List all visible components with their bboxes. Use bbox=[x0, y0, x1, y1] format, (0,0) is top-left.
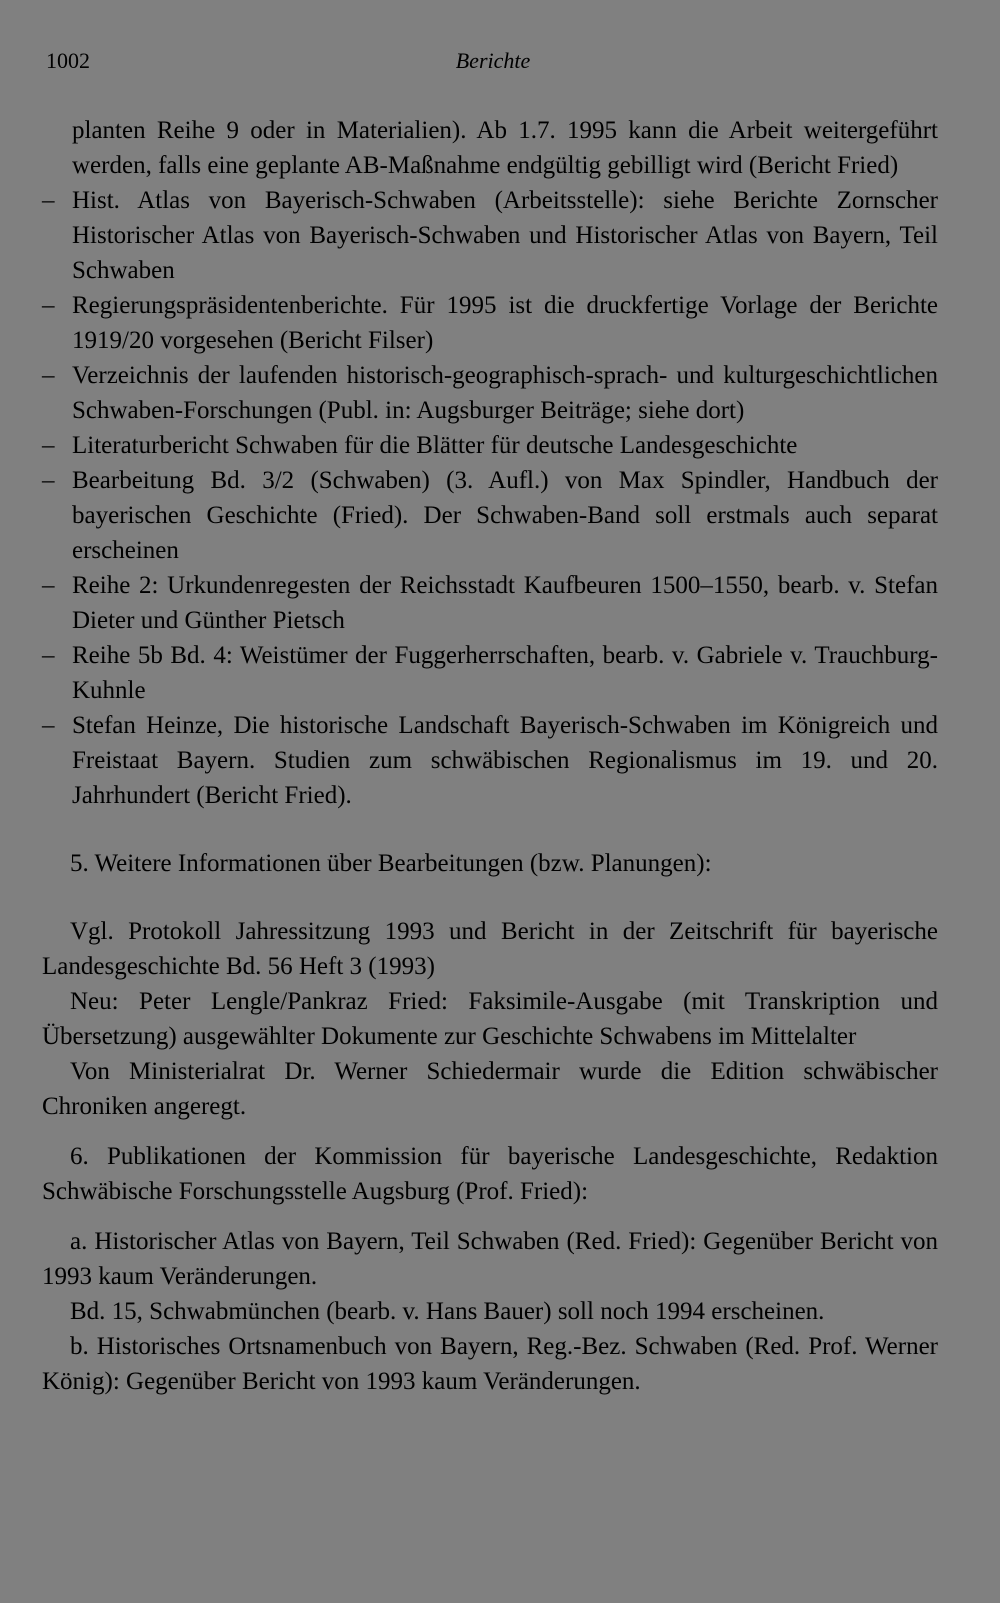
list-dash: – bbox=[42, 362, 55, 389]
list-item bbox=[42, 288, 938, 358]
list-dash: – bbox=[42, 572, 55, 599]
list-item bbox=[42, 638, 938, 708]
item-list bbox=[42, 183, 938, 813]
page-body bbox=[42, 113, 938, 1399]
list-item bbox=[42, 428, 938, 463]
section-6-paragraph: a. Historischer Atlas von Bayern, Teil Schwaben (Red. Fried): Gegenüber Bericht von 1993 kaum Veränderungen. bbox=[42, 1228, 938, 1290]
continuation-paragraph: planten Reihe 9 oder in Materialien). Ab 1.7. 1995 kann die Arbeit weitergeführt werden, falls eine geplante AB-Maßnahme endgültig gebilligt wird (Bericht Fried) bbox=[72, 117, 938, 179]
list-item-text: Regierungspräsidentenberichte. Für 1995 ist die druckfertige Vorlage der Berichte 1919/20 vorgesehen (Bericht Filser) bbox=[72, 292, 938, 354]
list-item-text: Bearbeitung Bd. 3/2 (Schwaben) (3. Aufl.) von Max Spindler, Handbuch der bayerischen Geschichte (Fried). Der Schwaben-Band soll erstmals auch separat erscheinen bbox=[72, 467, 938, 564]
list-item-text: Literaturbericht Schwaben für die Blätter für deutsche Landesgeschichte bbox=[72, 432, 798, 459]
list-item bbox=[42, 568, 938, 638]
list-dash: – bbox=[42, 432, 55, 459]
section-6-heading: 6. Publikationen der Kommission für bayerische Landesgeschichte, Redaktion Schwäbische Forschungsstelle Augsburg (Prof. Fried): bbox=[42, 1143, 938, 1205]
page-header bbox=[46, 48, 940, 82]
list-item-text: Reihe 5b Bd. 4: Weistümer der Fuggerherrschaften, bearb. v. Gabriele v. Trauchburg-Kuhnle bbox=[72, 642, 938, 704]
list-dash: – bbox=[42, 292, 55, 319]
list-item-text: Verzeichnis der laufenden historisch-geographisch-sprach- und kulturgeschichtlichen Schwaben-Forschungen (Publ. in: Augsburger Beiträge; siehe dort) bbox=[72, 362, 938, 424]
section-5-paragraph: Vgl. Protokoll Jahressitzung 1993 und Bericht in der Zeitschrift für bayerische Landesgeschichte Bd. 56 Heft 3 (1993) bbox=[42, 918, 938, 980]
list-item bbox=[42, 708, 938, 813]
section-5-paragraph: Neu: Peter Lengle/Pankraz Fried: Faksimile-Ausgabe (mit Transkription und Übersetzung) ausgewählter Dokumente zur Geschichte Schwabens im Mittelalter bbox=[42, 988, 938, 1050]
list-item-text: Hist. Atlas von Bayerisch-Schwaben (Arbeitsstelle): siehe Berichte Zornscher Historischer Atlas von Bayerisch-Schwaben und Historischer Atlas von Bayern, Teil Schwaben bbox=[72, 187, 938, 284]
section-6-paragraph: Bd. 15, Schwabmünchen (bearb. v. Hans Bauer) soll noch 1994 erscheinen. bbox=[70, 1298, 825, 1325]
list-item bbox=[42, 183, 938, 288]
list-dash: – bbox=[42, 642, 55, 669]
section-6-paragraph: b. Historisches Ortsnamenbuch von Bayern, Reg.-Bez. Schwaben (Red. Prof. Werner König): Gegenüber Bericht von 1993 kaum Veränderungen. bbox=[42, 1333, 938, 1395]
list-item bbox=[42, 358, 938, 428]
running-title: Berichte bbox=[455, 48, 531, 73]
list-dash: – bbox=[42, 712, 55, 739]
list-item-text: Stefan Heinze, Die historische Landschaft Bayerisch-Schwaben im Königreich und Freistaat Bayern. Studien zum schwäbischen Regionalismus im 19. und 20. Jahrhundert (Bericht Fried). bbox=[72, 712, 938, 809]
section-5-heading: 5. Weitere Informationen über Bearbeitungen (bzw. Planungen): bbox=[70, 850, 712, 877]
list-item-text: Reihe 2: Urkundenregesten der Reichsstadt Kaufbeuren 1500–1550, bearb. v. Stefan Dieter und Günther Pietsch bbox=[72, 572, 938, 634]
list-item bbox=[42, 463, 938, 568]
list-dash: – bbox=[42, 467, 55, 494]
section-5-paragraph: Von Ministerialrat Dr. Werner Schiedermair wurde die Edition schwäbischer Chroniken angeregt. bbox=[42, 1058, 938, 1120]
list-dash: – bbox=[42, 187, 55, 214]
page-number: 1002 bbox=[46, 48, 90, 73]
